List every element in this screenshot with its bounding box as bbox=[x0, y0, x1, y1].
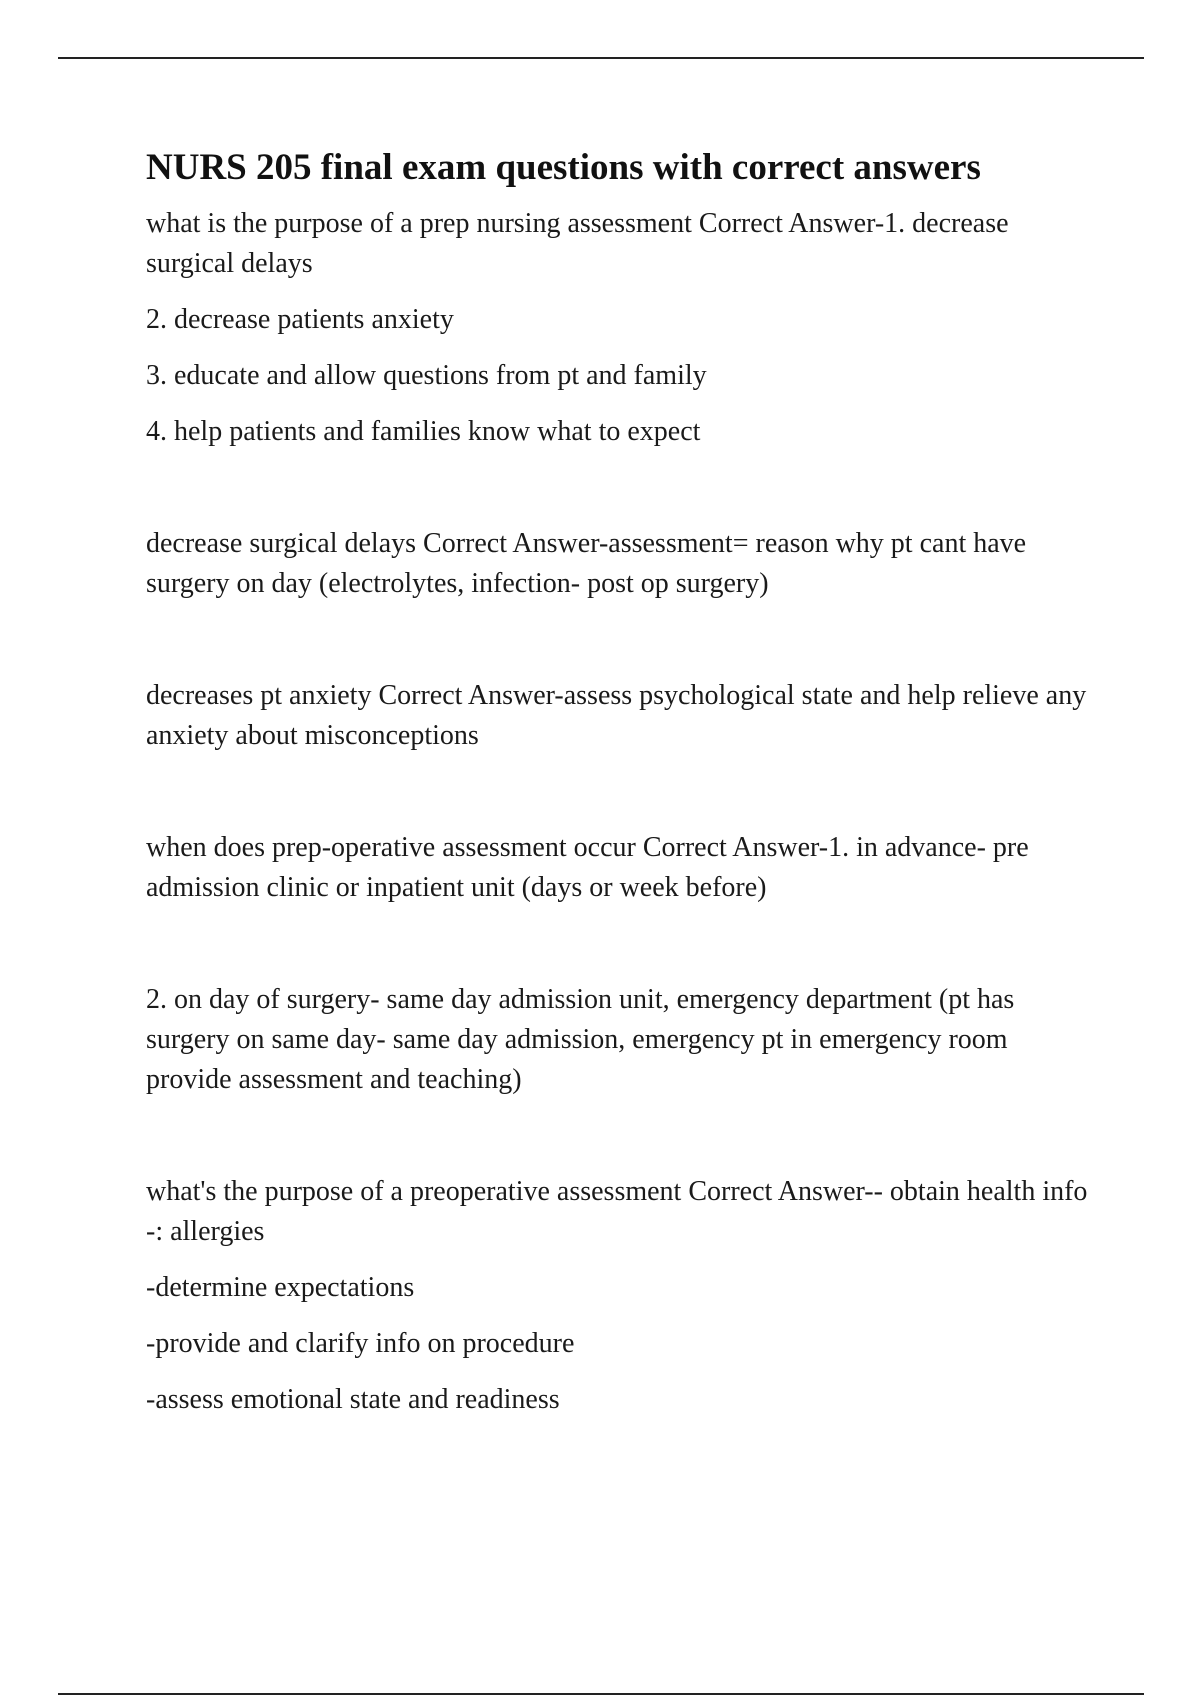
bottom-rule bbox=[58, 1693, 1144, 1695]
answer-item: -determine expectations bbox=[146, 1272, 415, 1303]
document-title: NURS 205 final exam questions with correct answers bbox=[146, 147, 981, 188]
answer-item: 2. decrease patients anxiety bbox=[146, 304, 454, 335]
question-4-text: when does prep-operative assessment occur Correct Answer-1. in advance- pre admission clinic or inpatient unit (days or week before) bbox=[146, 832, 1029, 903]
question-3-text: decreases pt anxiety Correct Answer-assess psychological state and help relieve any anxiety about misconceptions bbox=[146, 680, 1087, 751]
question-1-text: what is the purpose of a prep nursing assessment Correct Answer-1. decrease surgical delays bbox=[146, 208, 1009, 279]
top-rule bbox=[58, 57, 1144, 59]
answer-paragraph: 2. on day of surgery- same day admission unit, emergency department (pt has surgery on same day- same day admission, emergency pt in emergency room provide assessment and teaching) bbox=[146, 984, 1015, 1095]
question-2-text: decrease surgical delays Correct Answer-assessment= reason why pt cant have surgery on day (electrolytes, infection- post op surgery) bbox=[146, 528, 1027, 599]
answer-item: -provide and clarify info on procedure bbox=[146, 1328, 575, 1359]
answer-item: 3. educate and allow questions from pt and family bbox=[146, 360, 707, 391]
document-body bbox=[146, 142, 1096, 1420]
question-5-text: what's the purpose of a preoperative assessment Correct Answer-- obtain health info -: allergies bbox=[146, 1176, 1088, 1247]
answer-item: 4. help patients and families know what to expect bbox=[146, 416, 701, 447]
answer-item: -assess emotional state and readiness bbox=[146, 1384, 560, 1415]
